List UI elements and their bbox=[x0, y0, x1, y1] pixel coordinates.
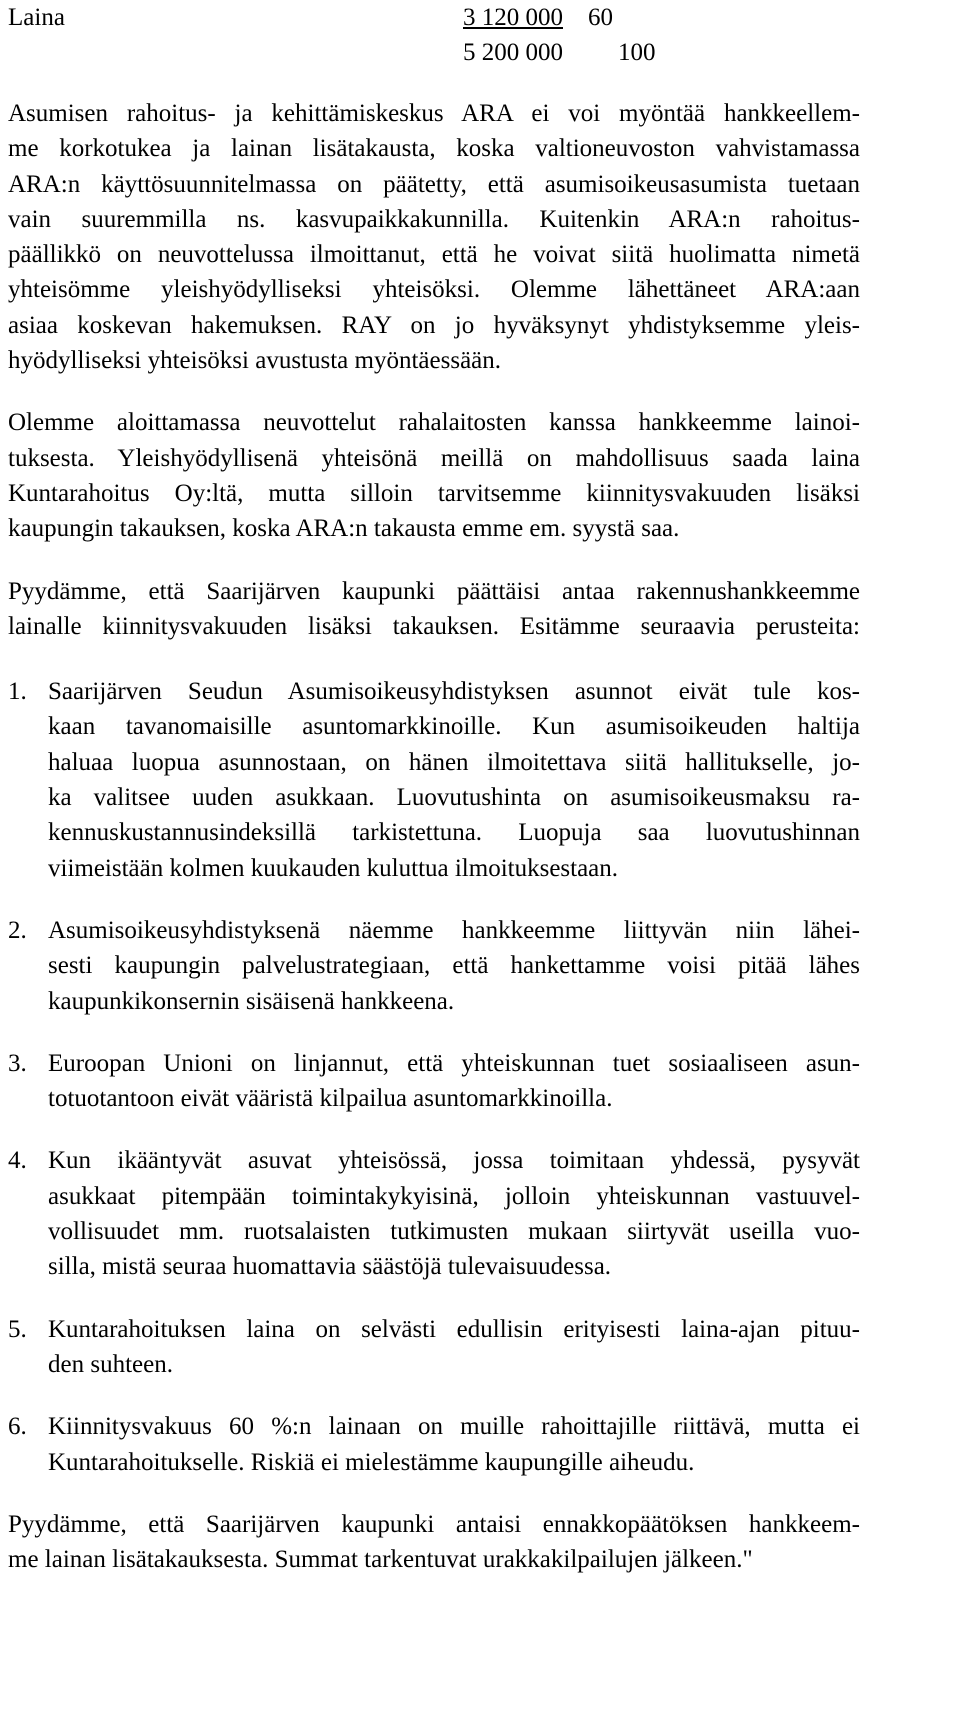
text-line: me lainan lisätakauksesta. Summat tarkentuvat urakkakilpailujen jälkeen." bbox=[8, 1546, 753, 1574]
text-line: viimeistään kolmen kuukauden kuluttua ilmoituksestaan. bbox=[48, 854, 619, 882]
list-number: 2. bbox=[8, 916, 27, 944]
text-line: kaan tavanomaisille asuntomarkkinoille. Kun asumisoikeuden haltija bbox=[48, 713, 860, 741]
text-line: Olemme aloittamassa neuvottelut rahalaitosten kanssa hankkeemme lainoi- bbox=[8, 409, 860, 437]
list-number: 5. bbox=[8, 1315, 27, 1343]
paragraph-ara bbox=[8, 96, 860, 378]
text-line: den suhteen. bbox=[48, 1350, 173, 1378]
text-line: silla, mistä seuraa huomattavia säästöjä tulevaisuudessa. bbox=[48, 1253, 612, 1281]
text-line: Kun ikääntyvät asuvat yhteisössä, jossa toimitaan yhdessä, pysyvät bbox=[48, 1147, 860, 1175]
paragraph-request bbox=[8, 574, 860, 645]
list-item bbox=[8, 1409, 860, 1480]
table-row bbox=[8, 0, 860, 35]
text-line: päällikkö on neuvottelussa ilmoittanut, että he voivat siitä huolimatta nimetä bbox=[8, 241, 860, 269]
list-number: 4. bbox=[8, 1147, 27, 1175]
paragraph-negotiations bbox=[8, 405, 860, 546]
loan-table bbox=[8, 0, 860, 70]
text-line: hyödylliseksi yhteisöksi avustusta myöntäessään. bbox=[8, 347, 502, 375]
text-line: yhteisömme yleishyödylliseksi yhteisöksi. Olemme lähettäneet ARA:aan bbox=[8, 276, 860, 304]
row-percent: 100 bbox=[618, 39, 656, 66]
text-line: sesti kaupungin palvelustrategiaan, että hankettamme voisi pitää lähes bbox=[48, 952, 860, 980]
text-line: Kuntarahoitus Oy:ltä, mutta silloin tarvitsemme kiinnitysvakuuden lisäksi bbox=[8, 479, 860, 507]
grounds-list bbox=[8, 674, 860, 1480]
text-line: totuotantoon eivät vääristä kilpailua asuntomarkkinoilla. bbox=[48, 1085, 613, 1113]
text-line: kennuskustannusindeksillä tarkistettuna. Luopuja saa luovutushinnan bbox=[48, 819, 860, 847]
text-line: ARA:n käyttösuunnitelmassa on päätetty, että asumisoikeusasumista tuetaan bbox=[8, 170, 860, 198]
text-line: me korkotukea ja lainan lisätakausta, koska valtioneuvoston vahvistamassa bbox=[8, 135, 860, 163]
text-line: Euroopan Unioni on linjannut, että yhteiskunnan tuet sosiaaliseen asun- bbox=[48, 1049, 860, 1077]
list-number: 6. bbox=[8, 1413, 27, 1441]
text-line: Kuntarahoitukselle. Riskiä ei mielestämme kaupungille aiheudu. bbox=[48, 1448, 695, 1476]
row-label: Laina bbox=[8, 4, 65, 31]
paragraph-closing bbox=[8, 1507, 860, 1578]
list-item bbox=[8, 1143, 860, 1284]
text-line: ka valitsee uuden asukkaan. Luovutushinta on asumisoikeusmaksu ra- bbox=[48, 784, 860, 812]
list-item bbox=[8, 1046, 860, 1117]
text-line: asiaa koskevan hakemuksen. RAY on jo hyväksynyt yhdistyksemme yleis- bbox=[8, 311, 860, 339]
text-line: asukkaat pitempään toimintakykyisinä, jolloin yhteiskunnan vastuuvel- bbox=[48, 1182, 860, 1210]
text-line: haluaa luopua asunnostaan, on hänen ilmoitettava siitä hallitukselle, jo- bbox=[48, 748, 860, 776]
list-number: 1. bbox=[8, 678, 27, 706]
row-amount: 3 120 000 bbox=[463, 4, 563, 31]
text-line: Kuntarahoituksen laina on selvästi edullisin erityisesti laina-ajan pituu- bbox=[48, 1315, 860, 1343]
text-line: Saarijärven Seudun Asumisoikeusyhdistyksen asunnot eivät tule kos- bbox=[48, 678, 860, 706]
text-line: Pyydämme, että Saarijärven kaupunki antaisi ennakkopäätöksen hankkeem- bbox=[8, 1510, 860, 1538]
list-item bbox=[8, 1312, 860, 1383]
text-line: vain suuremmilla ns. kasvupaikkakunnilla. Kuitenkin ARA:n rahoitus- bbox=[8, 205, 860, 233]
text-line: Asumisoikeusyhdistyksenä näemme hankkeemme liittyvän niin lähei- bbox=[48, 916, 860, 944]
text-line: kaupunkikonsernin sisäisenä hankkeena. bbox=[48, 987, 455, 1015]
row-percent: 60 bbox=[588, 4, 613, 31]
text-line: Asumisen rahoitus- ja kehittämiskeskus ARA ei voi myöntää hankkeellem- bbox=[8, 100, 860, 127]
text-line: vollisuudet mm. ruotsalaisten tutkimusten mukaan siirtyvät useilla vuo- bbox=[48, 1218, 860, 1246]
list-item bbox=[8, 674, 860, 886]
list-item bbox=[8, 913, 860, 1019]
list-number: 3. bbox=[8, 1049, 27, 1077]
row-amount: 5 200 000 bbox=[463, 39, 563, 66]
text-line: tuksesta. Yleishyödyllisenä yhteisönä meillä on mahdollisuus saada laina bbox=[8, 444, 860, 472]
text-line: kaupungin takauksen, koska ARA:n takausta emme em. syystä saa. bbox=[8, 515, 680, 543]
text-line: Kiinnitysvakuus 60 %:n lainaan on muille rahoittajille riittävä, mutta ei bbox=[48, 1413, 860, 1441]
text-line: lainalle kiinnitysvakuuden lisäksi takauksen. Esitämme seuraavia perusteita: bbox=[8, 612, 860, 640]
text-line: Pyydämme, että Saarijärven kaupunki päättäisi antaa rakennushankkeemme bbox=[8, 577, 860, 605]
document-page bbox=[8, 0, 860, 1577]
table-row bbox=[8, 35, 860, 70]
